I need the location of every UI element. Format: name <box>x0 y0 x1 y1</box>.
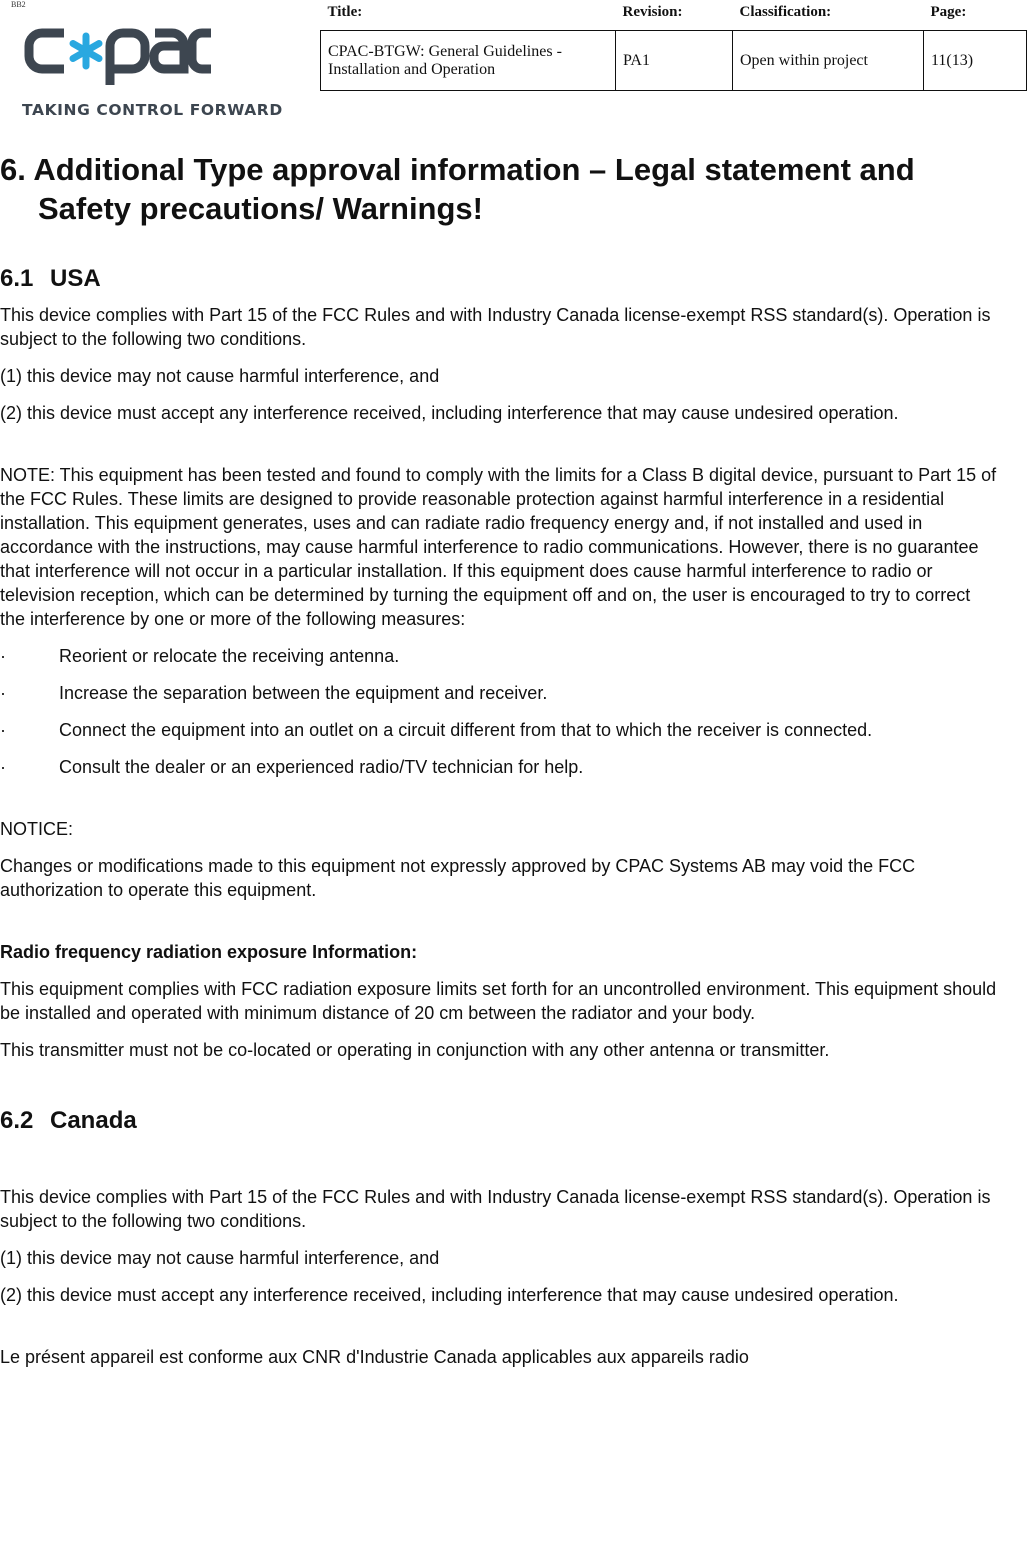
bullet-dot: · <box>0 646 6 666</box>
usa-intro: This device complies with Part 15 of the FCC Rules and with Industry Canada license-exempt RSS standard(s). Operation is subject to the following two conditions. <box>0 305 991 349</box>
measure-item <box>0 681 1000 705</box>
measure-text: Connect the equipment into an outlet on a circuit different from that to which the receiver is connected. <box>59 720 873 740</box>
bullet-dot: · <box>0 757 6 777</box>
section-6-2-heading <box>0 1107 1000 1135</box>
revision-value: PA1 <box>616 31 733 91</box>
logo-tagline: TAKING CONTROL FORWARD <box>22 101 283 119</box>
measure-item <box>0 644 1000 668</box>
measure-text: Increase the separation between the equipment and receiver. <box>59 683 548 703</box>
title-column-label: Title: <box>327 4 363 20</box>
bullet-dot: · <box>0 683 6 703</box>
measure-item <box>0 755 1000 779</box>
usa-condition-2: (2) this device must accept any interference received, including interference that may cause undesired operation. <box>0 403 899 423</box>
classification-column-label: Classification: <box>739 4 832 20</box>
canada-french-statement: Le présent appareil est conforme aux CNR d'Industrie Canada applicables aux appareils radio <box>0 1347 749 1367</box>
section-6-2-number: 6.2 <box>0 1107 34 1134</box>
classification-value: Open within project <box>733 31 924 91</box>
rf-colocation-text: This transmitter must not be co-located or operating in conjunction with any other antenna or transmitter. <box>0 1040 830 1060</box>
cpac-wordmark-graphic <box>22 25 212 87</box>
canada-intro: This device complies with Part 15 of the FCC Rules and with Industry Canada license-exempt RSS standard(s). Operation is subject to the following two conditions. <box>0 1187 991 1231</box>
usa-condition-1: (1) this device may not cause harmful interference, and <box>0 366 440 386</box>
notice-label: NOTICE: <box>0 819 74 839</box>
section-6-1-number: 6.1 <box>0 265 34 292</box>
canada-condition-2: (2) this device must accept any interference received, including interference that may cause undesired operation. <box>0 1285 899 1305</box>
section-6-title: 6. Additional Type approval information – Legal statement and Safety precautions/ Warnings! <box>0 152 915 226</box>
document-header-table <box>320 0 1027 91</box>
measure-text: Reorient or relocate the receiving antenna. <box>59 646 400 666</box>
rf-exposure-text: This equipment complies with FCC radiation exposure limits set forth for an uncontrolled environment. This equipment should be installed and operated with minimum distance of 20 cm between the radiator and your body. <box>0 979 997 1023</box>
notice-text: Changes or modifications made to this equipment not expressly approved by CPAC Systems AB may void the FCC authorization to operate this equipment. <box>0 856 916 900</box>
page-column-label: Page: <box>930 4 967 20</box>
bullet-dot: · <box>0 720 6 740</box>
measure-item <box>0 718 1000 742</box>
rf-exposure-heading: Radio frequency radiation exposure Information: <box>0 942 418 962</box>
document-title-value: CPAC-BTGW: General Guidelines - Installation and Operation <box>321 31 616 91</box>
page-content <box>0 150 1000 1369</box>
fcc-note: NOTE: This equipment has been tested and found to comply with the limits for a Class B digital device, pursuant to Part 15 of the FCC Rules. These limits are designed to provide reasonable protection against harmful interference in a residential installation. This equipment generates, uses and can radiate radio frequency energy and, if not installed and used in accordance with the instructions, may cause harmful interference to radio communications. However, there is no guarantee that interference will not occur in a particular installation. If this equipment does cause harmful interference to radio or television reception, which can be determined by turning the equipment off and on, the user is encouraged to try to correct the interference by one or more of the following measures: <box>0 465 997 629</box>
document-reference-mark: BB2 <box>11 0 26 9</box>
section-6-1-title: USA <box>50 265 101 292</box>
revision-column-label: Revision: <box>622 4 683 20</box>
section-6-2-title: Canada <box>50 1107 137 1134</box>
canada-condition-1: (1) this device may not cause harmful interference, and <box>0 1248 440 1268</box>
page-number-value: 11(13) <box>924 31 1027 91</box>
measure-text: Consult the dealer or an experienced radio/TV technician for help. <box>59 757 584 777</box>
cpac-logo <box>22 25 283 120</box>
section-6-1-heading <box>0 265 1000 293</box>
